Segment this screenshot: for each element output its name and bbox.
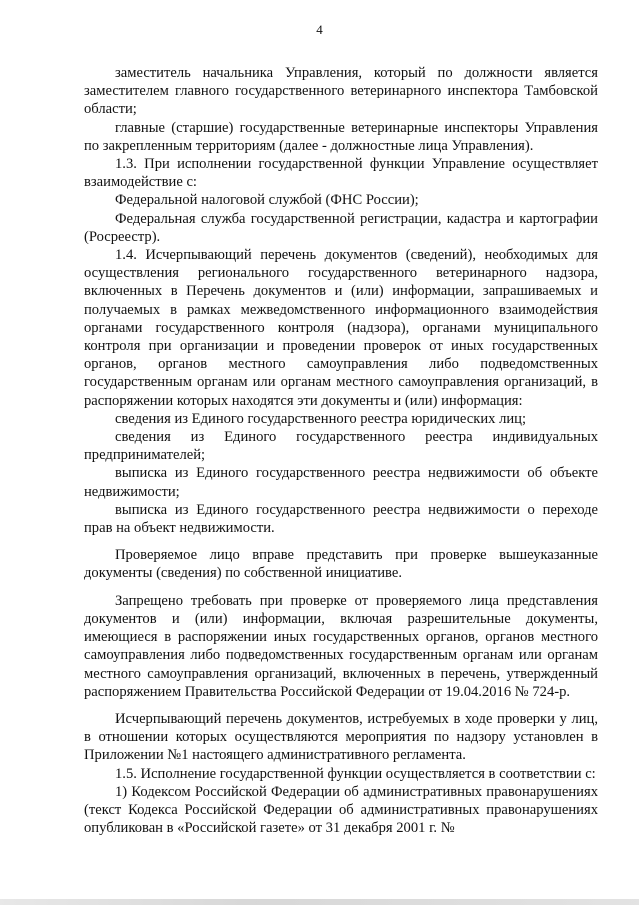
paragraph: 1.5. Исполнение государственной функции осуществляется в соответствии с:	[115, 765, 596, 782]
paragraph: Исчерпывающий перечень документов, истребуемых в ходе проверки у лиц, в отношении которых осуществляются мероприятия по надзору установлен в Приложении №1 настоящего административного регламента.	[84, 710, 598, 764]
document-body	[84, 64, 598, 837]
paragraph: сведения из Единого государственного реестра юридических лиц;	[115, 410, 527, 427]
paragraph: главные (старшие) государственные ветеринарные инспекторы Управления по закрепленным территориям (далее - должностные лица Управления).	[84, 119, 598, 154]
paragraph: 1.3. При исполнении государственной функции Управление осуществляет взаимодействие с:	[84, 156, 598, 191]
paragraph: Запрещено требовать при проверке от проверяемого лица представления документов и (или) информации, включая разрешительные документы, имеющиеся в распоряжении иных государственных органов, органов местного самоуправления либо подведомственных государственным органам или органам местного самоуправления организаций, включенных в перечень, утвержденный распоряжением Правительства Российской Федерации от 19.04.2016 № 724-р.	[84, 592, 598, 700]
paragraph: 1) Кодексом Российской Федерации об административных правонарушениях (текст Кодекса Российской Федерации об административных правонарушениях опубликован в «Российской газете» от 31 декабря 2001 г. №	[84, 783, 598, 837]
paragraph: сведения из Единого государственного реестра индивидуальных предпринимателей;	[84, 429, 598, 464]
paragraph: выписка из Единого государственного реестра недвижимости о переходе прав на объект недвижимости.	[84, 501, 598, 537]
paragraph: 1.4. Исчерпывающий перечень документов (сведений), необходимых для осуществления регионального государственного ветеринарного надзора, включенных в Перечень документов и (или) информации, запрашиваемых и получаемых в рамках межведомственного информационного взаимодействия органами государственного контроля (надзора), органами муниципального контроля при организации и проведении проверок от иных государственных органов, органов местного самоуправления либо подведомственных государственным органам или органам местного самоуправления организаций, в распоряжении которых находятся эти документы и (или) информация:	[84, 247, 598, 409]
scan-edge-artifact	[0, 899, 639, 905]
paragraph: Проверяемое лицо вправе представить при проверке вышеуказанные документы (сведения) по собственной инициативе.	[84, 547, 598, 582]
paragraph: выписка из Единого государственного реестра недвижимости об объекте недвижимости;	[84, 465, 598, 500]
page-number: 4	[316, 22, 323, 37]
paragraph: Федеральной налоговой службой (ФНС России);	[115, 192, 419, 209]
paragraph: Федеральная служба государственной регистрации, кадастра и картографии (Росреестр).	[84, 210, 598, 245]
paragraph: заместитель начальника Управления, который по должности является заместителем главного государственного ветеринарного инспектора Тамбовской области;	[84, 65, 598, 118]
